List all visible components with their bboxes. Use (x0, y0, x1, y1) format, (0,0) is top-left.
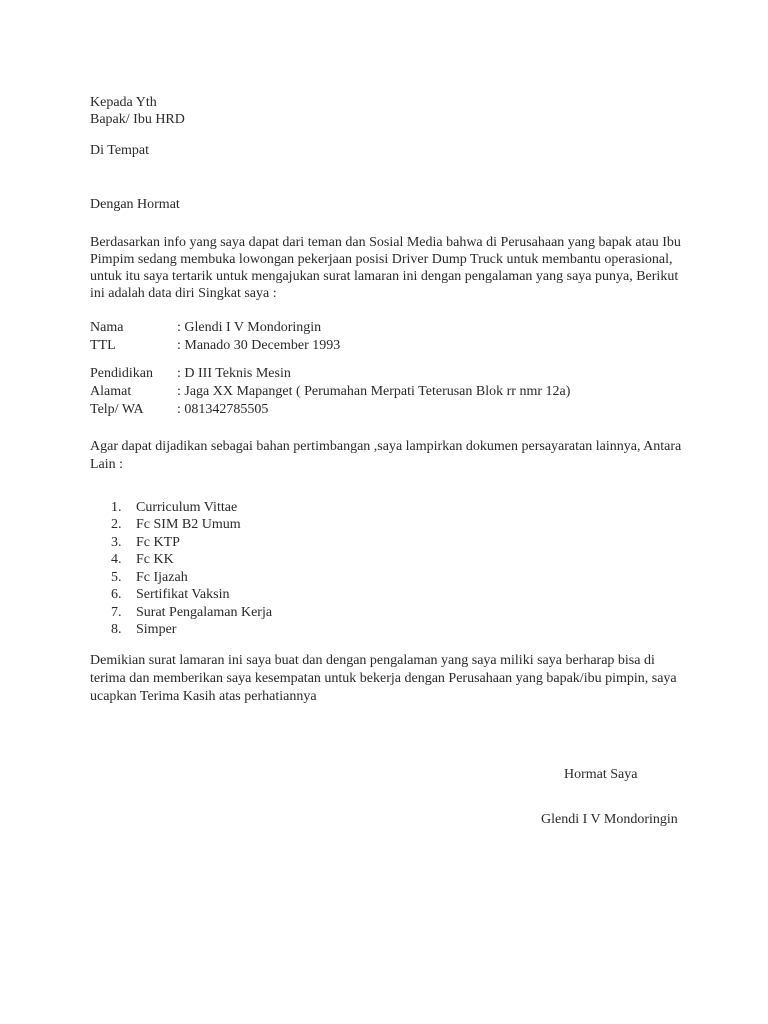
recipient-line-1: Kepada Yth (90, 95, 157, 110)
field-label-alamat: Alamat (90, 384, 132, 399)
list-item-number: 7. (111, 605, 122, 620)
list-item-number: 4. (111, 552, 122, 567)
list-item: Simper (136, 622, 177, 637)
closing-line: Demikian surat lamaran ini saya buat dan dengan pengalaman yang saya miliki saya berharap bisa di (90, 653, 655, 668)
list-item-number: 2. (111, 517, 122, 532)
list-item: Sertifikat Vaksin (136, 587, 230, 602)
list-item-number: 5. (111, 570, 122, 585)
greeting: Dengan Hormat (90, 197, 180, 212)
field-label-nama: Nama (90, 320, 124, 335)
list-item: Fc KTP (136, 535, 180, 550)
field-value-ttl: : Manado 30 December 1993 (177, 338, 341, 353)
list-item-number: 6. (111, 587, 122, 602)
intro-line: ini adalah data diri Singkat saya : (90, 286, 277, 301)
list-item-number: 3. (111, 535, 122, 550)
attachments-intro-line: Lain : (90, 457, 124, 472)
list-item: Fc KK (136, 552, 174, 567)
closing-line: terima dan memberikan saya kesempatan untuk bekerja dengan Perusahaan yang bapak/ibu pimpin, saya (90, 671, 677, 686)
field-value-alamat: : Jaga XX Mapanget ( Perumahan Merpati Teterusan Blok rr nmr 12a) (177, 384, 571, 399)
field-label-ttl: TTL (90, 338, 116, 353)
list-item-number: 8. (111, 622, 122, 637)
intro-line: Berdasarkan info yang saya dapat dari teman dan Sosial Media bahwa di Perusahaan yang bapak atau Ibu (90, 235, 681, 250)
field-value-nama: : Glendi I V Mondoringin (177, 320, 322, 335)
attachments-intro-line: Agar dapat dijadikan sebagai bahan pertimbangan ,saya lampirkan dokumen persayaratan lainnya, Antara (90, 439, 682, 454)
field-value-telp: : 081342785505 (177, 402, 269, 417)
field-label-telp: Telp/ WA (90, 402, 144, 417)
signature-name: Glendi I V Mondoringin (541, 812, 678, 827)
list-item: Fc Ijazah (136, 570, 188, 585)
field-label-pendidikan: Pendidikan (90, 366, 153, 381)
field-value-pendidikan: : D III Teknis Mesin (177, 366, 291, 381)
intro-line: untuk itu saya tertarik untuk mengajukan surat lamaran ini dengan pengalaman yang saya punya, Berikut (90, 269, 679, 284)
recipient-place: Di Tempat (90, 143, 150, 158)
list-item: Surat Pengalaman Kerja (136, 605, 273, 620)
list-item: Fc SIM B2 Umum (136, 517, 241, 532)
signature-salutation: Hormat Saya (564, 767, 638, 782)
list-item: Curriculum Vittae (136, 500, 238, 515)
intro-line: Pimpim sedang membuka lowongan pekerjaan posisi Driver Dump Truck untuk membantu operasional, (90, 252, 673, 267)
recipient-line-2: Bapak/ Ibu HRD (90, 112, 185, 127)
closing-line: ucapkan Terima Kasih atas perhatiannya (90, 689, 317, 704)
list-item-number: 1. (111, 500, 122, 515)
